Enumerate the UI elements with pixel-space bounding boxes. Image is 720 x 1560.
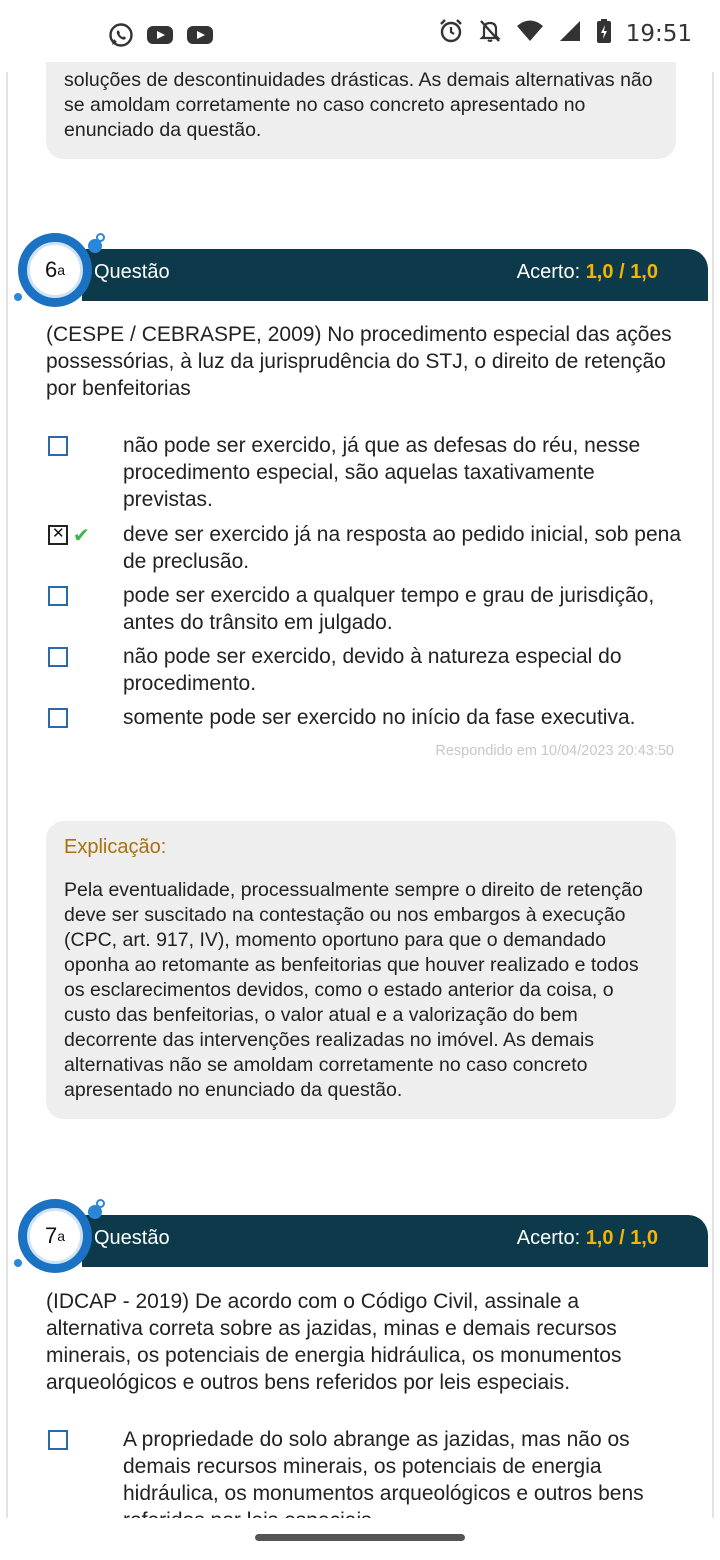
option-text: A propriedade do solo abrange as jazidas, mas não os demais recursos minerais, os potenciais de energia hidráulica, os monumentos arqueológicos e outros bens [123,1428,644,1505]
question-number-badge [18,233,92,307]
score-max: 1,0 [630,1227,658,1249]
signal-icon [558,19,582,48]
bubble-decoration [14,1259,22,1267]
option-b[interactable] [46,521,686,575]
option-e[interactable] [46,704,686,731]
option-a[interactable] [46,432,686,513]
option-text: pode ser exercido a qualquer tempo e grau de jurisdição, antes do trânsito em julgado. [123,584,655,634]
question-ordinal: a [57,1228,66,1244]
option-checkbox[interactable] [48,708,68,728]
option-checkbox[interactable] [48,647,68,667]
question-score [517,261,658,284]
whatsapp-icon [108,22,134,53]
option-c[interactable] [46,582,686,636]
question-label: Questão [94,1227,170,1249]
option-text: deve ser exercido já na resposta ao pedido inicial, sob pena de preclusão. [123,523,682,573]
youtube-icon [186,24,214,51]
question-7-text: (IDCAP - 2019) De acordo com o Código Civil, assinale a alternativa correta sobre as jazidas, minas e demais recursos minerais, os potenciais de energia hidráulica, os monumentos arqueológicos e outros bens referidos por leis especiais. [46,1290,622,1394]
question-number: 6 [44,257,58,282]
quiz-page[interactable] [6,69,714,1518]
question-ordinal: a [57,262,66,278]
youtube-icon [146,24,174,51]
option-d[interactable] [46,643,686,697]
bubble-decoration [96,233,105,242]
score-separator: / [619,1227,625,1249]
question-7-header [18,1213,698,1267]
navigation-bar [0,1518,720,1560]
bubble-decoration [14,293,22,301]
wifi-icon [516,19,544,48]
option-text: não pode ser exercido, devido à natureza especial do procedimento. [123,645,622,695]
option-text: não pode ser exercido, já que as defesas do réu, nesse procedimento especial, são aquelas taxativamente previstas. [123,434,641,511]
question-6-text: (CESPE / CEBRASPE, 2009) No procedimento especial das ações possessórias, à luz da jurisprudência do STJ, o direito de retenção por benfeitorias [46,323,672,400]
score-label: Acerto: [516,1227,581,1249]
question-6-header [18,247,698,301]
alarm-icon [438,18,464,49]
explanation-box [46,821,676,1119]
option-checkbox-checked[interactable] [48,525,68,545]
battery-charging-icon [596,18,612,49]
question-number-badge [18,1199,92,1273]
score-value: 1,0 [585,1227,614,1249]
explanation-text: Pela eventualidade, processualmente sempre o direito de retenção deve ser suscitado na contestação ou nos embargos à execução (CPC, art. 917, IV), momento oportuno para que o demandado oponha ao retomante as benfeitorias que houver realizado e todos os esclarecimentos devidos, como o estado anterior da coisa, o custo das benfeitorias, o valor atual e a valorização do bem decorrente das intervenções realizadas no imóvel. As demais alternativas não se amoldam corretamente no caso concreto apresentado no enunciado da questão. [64,879,643,1101]
option-text: somente pode ser exercido no início da fase executiva. [123,706,636,729]
home-gesture-handle[interactable] [255,1534,465,1541]
answered-timestamp: Respondido em 10/04/2023 20:43:50 [435,743,674,759]
bubble-decoration [96,1199,105,1208]
question-label: Questão [94,261,170,283]
previous-explanation-box [46,62,676,159]
score-max: 1,0 [630,261,658,283]
explanation-title: Explicação: [64,836,167,858]
score-separator: / [619,261,625,283]
option-checkbox[interactable] [48,586,68,606]
question-number: 7 [44,1223,58,1248]
previous-explanation-text: soluções de descontinuidades drásticas. As demais alternativas não se amoldam corretamente no caso concreto apresentado no enunciado da questão. [64,69,653,141]
correct-check-icon: ✔ [73,523,90,547]
score-label: Acerto: [516,261,581,283]
option-checkbox[interactable] [48,436,68,456]
question-score [517,1227,658,1250]
notifications-off-icon [478,18,502,49]
option-checkbox[interactable] [48,1430,68,1450]
score-value: 1,0 [585,261,614,283]
status-time: 19:51 [625,20,692,47]
